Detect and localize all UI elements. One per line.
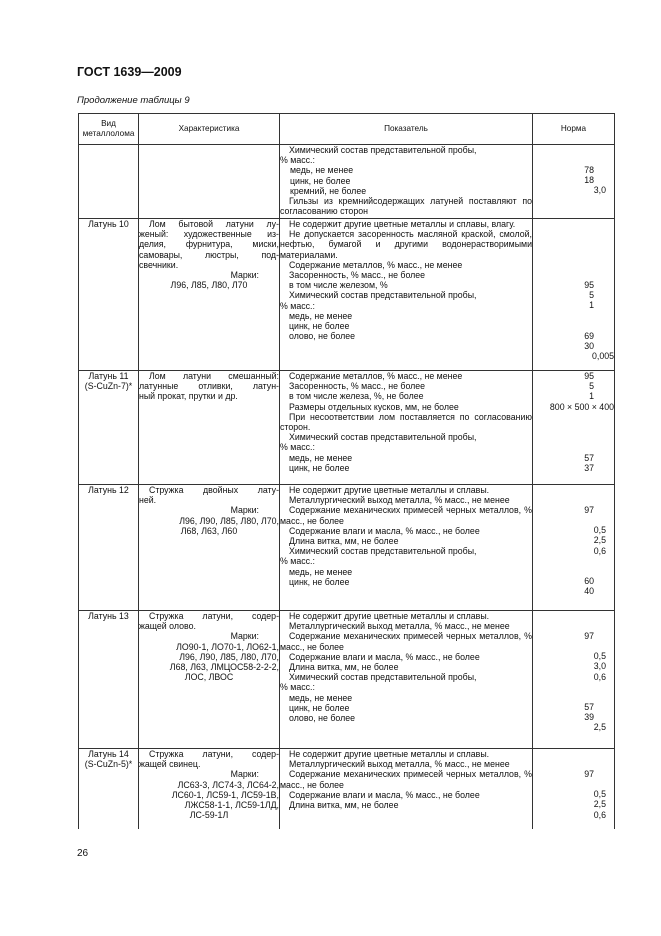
indicator-line: Содержание влаги и масла, % масс., не более — [289, 525, 480, 536]
indicator-line: цинк, не более — [290, 175, 351, 186]
table-row — [79, 749, 615, 829]
norm-value: 0,5 — [593, 789, 606, 800]
indicator-cell — [280, 611, 533, 749]
norm-value: 1 — [589, 300, 594, 311]
indicator-line: Не содержит другие цветные металлы и сплавы. — [289, 611, 490, 621]
indicator-line: цинк, не более — [289, 321, 350, 332]
marks-list: ЛС63-3, ЛС74-3, ЛС64-2, — [177, 779, 279, 790]
norm-value: 800 × 500 × 400 — [549, 401, 614, 412]
metal-scrap-table — [78, 113, 615, 829]
marks-list: Л68, Л63, ЛМЦОС58-2-2-2, — [169, 662, 279, 673]
scrap-type-name: Латунь 14 — [88, 749, 129, 759]
indicator-cell — [280, 485, 533, 611]
norm-value: 37 — [584, 463, 594, 474]
indicator-line: Содержание влаги и масла, % масс., не более — [289, 651, 480, 662]
indicator-line: Длина витка, мм, не более — [289, 662, 399, 673]
characteristic-line: ней. — [139, 495, 157, 506]
indicator-line: Металлургический выход металла, % масс., не менее — [289, 495, 510, 506]
marks-label: Марки: — [230, 631, 259, 642]
indicator-line: Химический состав представительной пробы, — [289, 145, 477, 155]
header-characteristic: Характеристика — [139, 114, 280, 145]
norm-value: 0,6 — [593, 671, 606, 682]
indicator-line: Длина витка, мм, не более — [289, 800, 399, 811]
norm-value: 40 — [584, 586, 594, 597]
norm-cell — [533, 611, 615, 749]
marks-list: ЛЖС58-1-1, ЛС59-1ЛД, — [184, 800, 279, 811]
indicator-line: Содержание металлов, % масс., не менее — [289, 259, 463, 270]
indicator-cell — [280, 749, 533, 829]
indicator-line: Засоренность, % масс., не более — [289, 270, 426, 281]
characteristic-line: Стружка двойных лату- — [149, 485, 279, 495]
norm-cell — [533, 219, 615, 371]
scrap-type-cell — [79, 371, 139, 485]
norm-value: 5 — [589, 290, 594, 301]
norm-value: 0,5 — [593, 651, 606, 662]
marks-label: Марки: — [230, 505, 259, 516]
characteristic-line: Стружка латуни, содер- — [149, 611, 279, 621]
norm-cell — [533, 145, 615, 219]
norm-value: 69 — [584, 330, 594, 341]
scrap-type-code: (S-CuZn-7)* — [84, 381, 133, 392]
indicator-line: Длина витка, мм, не более — [289, 536, 399, 547]
marks-list: Л96, Л90, Л85, Л80, Л70, — [179, 515, 279, 526]
indicator-cell — [280, 145, 533, 219]
scrap-type-cell — [79, 485, 139, 611]
scrap-type-code: (S-CuZn-5)* — [84, 759, 133, 770]
scrap-type-name: Латунь 13 — [88, 611, 129, 621]
indicator-line: % масс.: — [280, 155, 315, 166]
norm-value: 5 — [589, 381, 594, 392]
characteristic-line: ный прокат, прутки и др. — [139, 391, 238, 402]
characteristic-line: Стружка латуни, содер- — [149, 749, 279, 759]
indicator-line: Гильзы из кремнийсодержащих латуней поставляют по согласованию сторон — [280, 196, 532, 217]
characteristic-cell — [139, 371, 280, 485]
indicator-line: Содержание механических примесей черных металлов, % масс., не более — [280, 769, 532, 790]
indicator-line: % масс.: — [280, 682, 315, 693]
indicator-line: Содержание механических примесей черных металлов, % масс., не более — [280, 631, 532, 652]
marks-label: Марки: — [230, 270, 259, 281]
indicator-line: Содержание механических примесей черных металлов, % масс., не более — [280, 505, 532, 526]
indicator-line: Не содержит другие цветные металлы и сплавы, влагу. — [289, 219, 516, 229]
indicator-line: медь, не менее — [289, 452, 353, 463]
table-continuation-caption: Продолжение таблицы 9 — [77, 95, 190, 106]
indicator-line: цинк, не более — [289, 702, 350, 713]
document-title: ГОСТ 1639—2009 — [77, 65, 182, 79]
norm-cell — [533, 371, 615, 485]
norm-value: 95 — [584, 280, 594, 290]
characteristic-line: свечники. — [139, 259, 179, 270]
indicator-line: Металлургический выход металла, % масс., не менее — [289, 759, 510, 770]
indicator-line: олово, не более — [289, 713, 356, 724]
norm-value: 39 — [584, 712, 594, 723]
norm-value: 78 — [584, 165, 594, 175]
norm-value: 3,0 — [593, 661, 606, 672]
marks-list: ЛОС, ЛВОС — [184, 672, 234, 683]
table-row — [79, 219, 615, 371]
characteristic-cell — [139, 145, 280, 219]
indicator-line: Засоренность, % масс., не более — [289, 381, 426, 392]
norm-value: 0,5 — [593, 525, 606, 536]
characteristic-line: Лом бытовой латуни лу- — [149, 219, 279, 229]
norm-value: 1 — [589, 391, 594, 402]
table-row — [79, 485, 615, 611]
norm-value: 2,5 — [593, 722, 606, 733]
norm-value: 95 — [584, 371, 594, 381]
characteristic-cell — [139, 485, 280, 611]
indicator-line: % масс.: — [280, 300, 315, 311]
indicator-line: медь, не менее — [290, 165, 354, 176]
page-number: 26 — [77, 848, 89, 859]
norm-value: 3,0 — [593, 185, 606, 196]
characteristic-cell — [139, 219, 280, 371]
indicator-cell — [280, 371, 533, 485]
table-row — [79, 371, 615, 485]
indicator-line: Металлургический выход металла, % масс., не менее — [289, 621, 510, 632]
table-header-row — [79, 114, 615, 145]
norm-cell — [533, 485, 615, 611]
characteristic-line: делия, фурнитура, миски, — [139, 239, 279, 250]
marks-list: Л96, Л85, Л80, Л70 — [170, 280, 248, 291]
indicator-line: цинк, не более — [289, 462, 350, 473]
indicator-line: Содержание влаги и масла, % масс., не более — [289, 789, 480, 800]
indicator-line: Химический состав представительной пробы, — [289, 290, 477, 301]
scrap-type-cell — [79, 749, 139, 829]
characteristic-line: жащей олово. — [139, 621, 196, 632]
scrap-type-name: Латунь 11 — [88, 371, 129, 381]
norm-value: 2,5 — [593, 535, 606, 546]
marks-label: Марки: — [230, 769, 259, 780]
indicator-line: кремний, не более — [290, 185, 367, 196]
indicator-line: При несоответствии лом поставляется по согласованию сторон. — [280, 411, 532, 433]
norm-cell — [533, 749, 615, 829]
marks-list: Л68, Л63, Л60 — [180, 525, 238, 536]
header-scrap-type: Вид металлолома — [79, 114, 139, 145]
norm-value: 57 — [584, 701, 594, 712]
indicator-line: Не содержит другие цветные металлы и сплавы. — [289, 485, 490, 495]
marks-list: ЛС60-1, ЛС59-1, ЛС59-1В, — [171, 789, 279, 800]
indicator-line: Не содержит другие цветные металлы и сплавы. — [289, 749, 490, 759]
indicator-line: в том числе железа, %, не более — [289, 391, 424, 402]
characteristic-line: самовары, люстры, под- — [139, 249, 279, 260]
scrap-type-name: Латунь 12 — [88, 485, 129, 495]
indicator-line: Химический состав представительной пробы, — [289, 672, 477, 683]
indicator-line: Размеры отдельных кусков, мм, не более — [289, 401, 459, 412]
norm-value: 97 — [584, 631, 594, 641]
norm-value: 0,6 — [593, 809, 606, 820]
indicator-line: Не допускается засоренность масляной краской, смолой, нефтью, бумагой и другими водонерастворимыми материалами. — [280, 229, 532, 260]
indicator-line: Содержание металлов, % масс., не менее — [289, 371, 463, 381]
norm-value: 2,5 — [593, 799, 606, 810]
marks-list: Л96, Л90, Л85, Л80, Л70, — [179, 651, 279, 662]
norm-value: 18 — [584, 175, 594, 186]
indicator-line: % масс.: — [280, 556, 315, 567]
header-norm: Норма — [533, 114, 615, 145]
indicator-line: медь, не менее — [289, 566, 353, 577]
norm-value: 30 — [584, 340, 594, 351]
characteristic-cell — [139, 611, 280, 749]
table-row — [79, 611, 615, 749]
characteristic-cell — [139, 749, 280, 829]
indicator-line: в том числе железом, % — [289, 280, 388, 291]
norm-value: 0,005 — [591, 351, 614, 362]
indicator-line: цинк, не более — [289, 576, 350, 587]
characteristic-line: жащей свинец. — [139, 759, 201, 770]
scrap-type-name: Латунь 10 — [88, 219, 129, 229]
norm-value: 0,6 — [593, 545, 606, 556]
scrap-type-cell — [79, 219, 139, 371]
norm-value: 60 — [584, 575, 594, 586]
scrap-type-cell — [79, 145, 139, 219]
characteristic-line: латунные отливки, латун- — [139, 381, 279, 392]
norm-value: 57 — [584, 452, 594, 463]
indicator-line: медь, не менее — [289, 692, 353, 703]
indicator-line: Химический состав представительной пробы, — [289, 546, 477, 557]
indicator-line: % масс.: — [280, 442, 315, 453]
header-indicator: Показатель — [280, 114, 533, 145]
norm-value: 97 — [584, 769, 594, 779]
table-row — [79, 145, 615, 219]
indicator-line: Химический состав представительной пробы, — [289, 432, 477, 443]
marks-list: ЛС-59-1Л — [189, 810, 229, 821]
indicator-cell — [280, 219, 533, 371]
indicator-line: олово, не более — [289, 331, 356, 342]
characteristic-line: женый: художественные из- — [139, 229, 279, 240]
characteristic-line: Лом латуни смешанный: — [149, 371, 279, 381]
norm-value: 97 — [584, 505, 594, 515]
marks-list: ЛО90-1, ЛО70-1, ЛО62-1, — [176, 641, 279, 652]
scrap-type-cell — [79, 611, 139, 749]
indicator-line: медь, не менее — [289, 310, 353, 321]
